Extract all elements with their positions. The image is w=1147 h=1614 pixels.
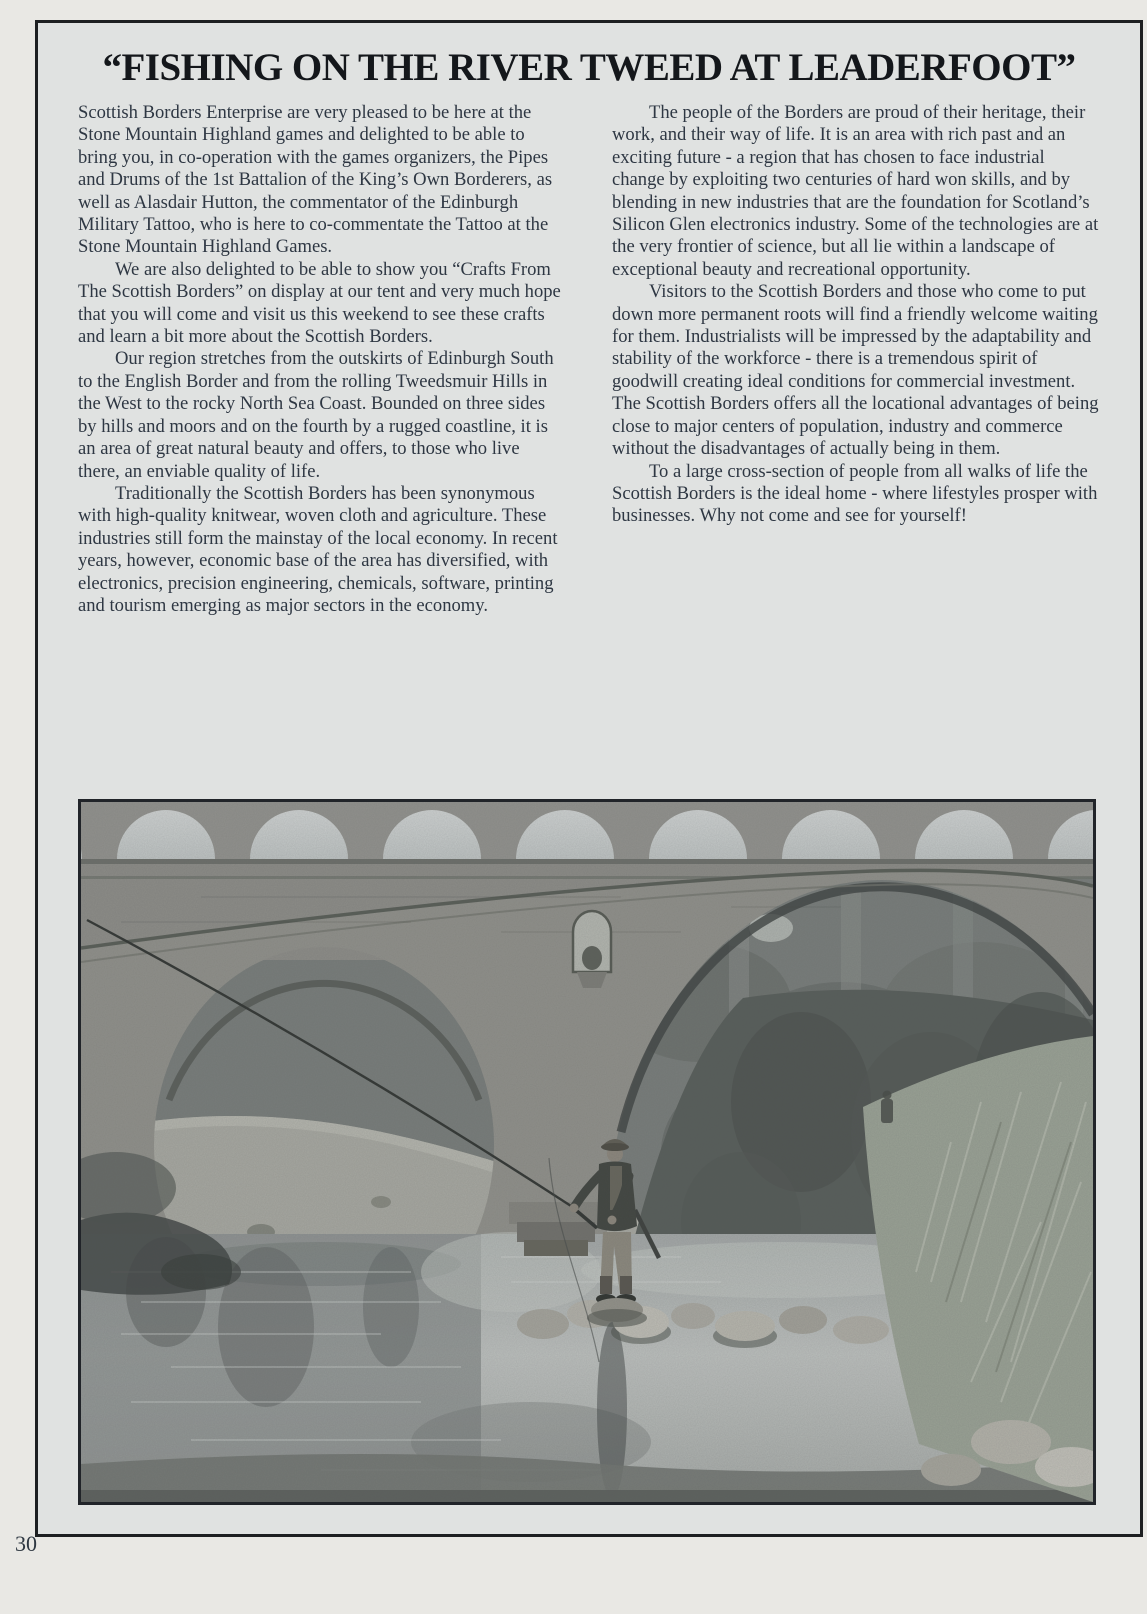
paragraph: Traditionally the Scottish Borders has been synonymous with high-quality knitwear, woven cloth and agriculture. These industries still form the mainstay of the local economy. In recent years, however, economic base of the area has diversified, with electronics, precision engineering, chemicals, software, printing and tourism emerging as major sectors in the economy.	[78, 482, 558, 616]
paragraph: To a large cross-section of people from all walks of life the Scottish Borders is the ideal home - where lifestyles prosper with businesses. Why not come and see for yourself!	[612, 460, 1098, 527]
paragraph: Scottish Borders Enterprise are very pleased to be here at the Stone Mountain Highland games and delighted to be able to bring you, in co-operation with the games organizers, the Pipes and Drums of the 1st Battalion of the King’s Own Borderers, as well as Alasdair Hutton, the commentator of the Edinburgh Military Tattoo, who is here to co-commentate the Tattoo at the Stone Mountain Highland Games.	[78, 102, 553, 258]
photo-fishing-river-tweed	[78, 799, 1096, 1505]
photo-illustration	[81, 802, 1093, 1502]
page-frame	[35, 20, 1143, 1537]
article-right-column	[612, 102, 1100, 617]
paragraph: The people of the Borders are proud of their heritage, their work, and their way of life. It is an area with rich past and an exciting future - a region that has chosen to face industrial change by exploiting two centuries of hard won skills, and by blending in new industries that are the foundation for Scotland’s Silicon Glen electronics industry. Some of the technologies are at the very frontier of science, but all lie within a landscape of exceptional beauty and recreational opportunity.	[612, 102, 1099, 280]
article-left-column	[78, 102, 566, 617]
page-title: “FISHING ON THE RIVER TWEED AT LEADERFOOT”	[102, 46, 1076, 89]
paragraph: We are also delighted to be able to show you “Crafts From The Scottish Borders” on display at our tent and very much hope that you will come and visit us this weekend to see these crafts and learn a bit more about the Scottish Borders.	[78, 258, 561, 348]
paragraph: Visitors to the Scottish Borders and those who come to put down more permanent roots will find a friendly welcome waiting for them. Industrialists will be impressed by the adaptability and stability of the workforce - there is a tremendous spirit of goodwill creating ideal conditions for commercial investment. The Scottish Borders offers all the locational advantages of being close to major centers of population, industry and commerce without the disadvantages of actually being in them.	[612, 281, 1099, 460]
article-columns	[78, 102, 1100, 617]
page-number: 30	[15, 1531, 37, 1556]
paragraph: Our region stretches from the outskirts of Edinburgh South to the English Border and from the rolling Tweedsmuir Hills in the West to the rocky North Sea Coast. Bounded on three sides by hills and moors and on the fourth by a rugged coastline, it is an area of great natural beauty and offers, to those who live there, an enviable quality of life.	[78, 348, 554, 482]
